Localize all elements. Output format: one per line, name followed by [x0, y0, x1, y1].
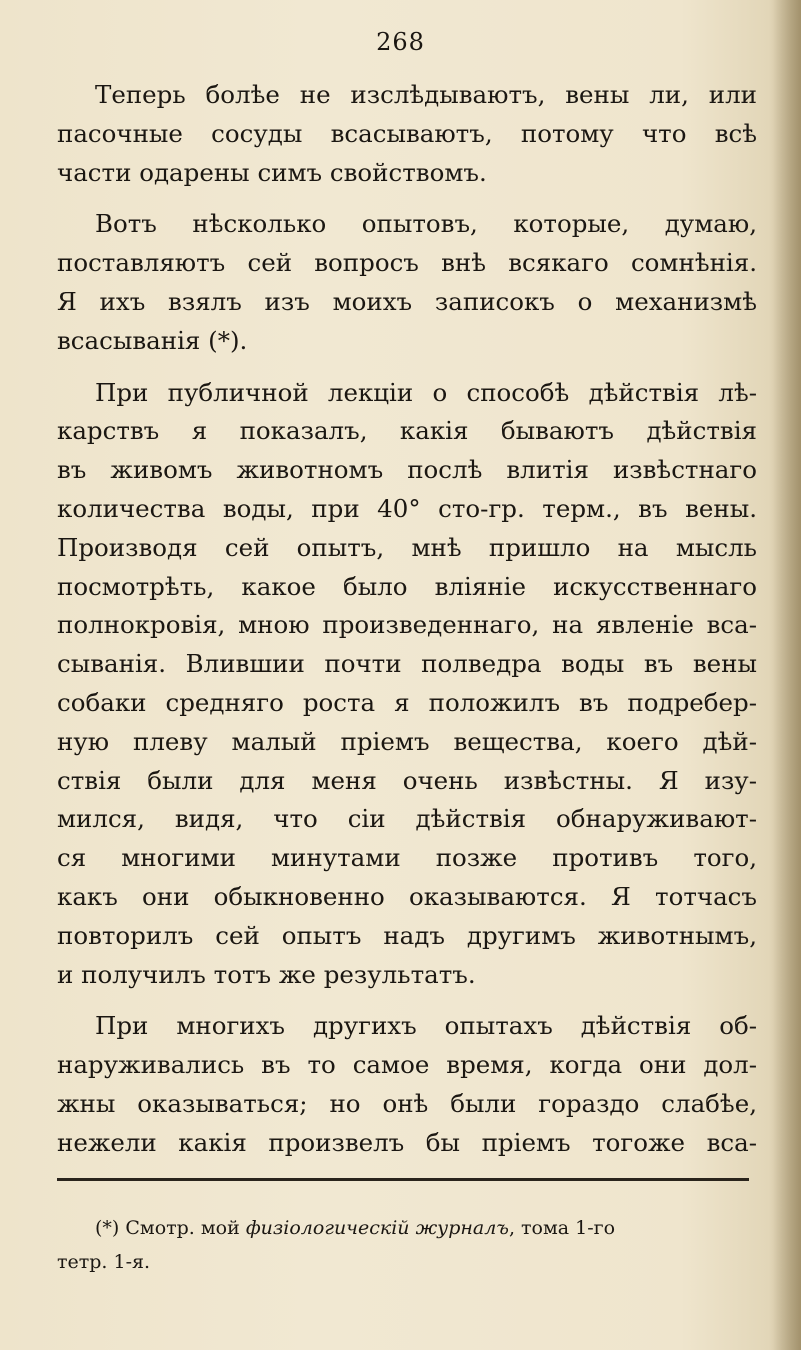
text-line: ствія были для меня очень извѣстны. Я изу-	[57, 765, 757, 795]
text-line: Производя сей опытъ, мнѣ пришло на мысль	[57, 532, 757, 562]
text-line: собаки средняго роста я положилъ въ подребер-	[57, 687, 757, 717]
footnote-line	[57, 1211, 757, 1245]
paragraph	[57, 1007, 757, 1162]
text-line: поставляютъ сей вопросъ внѣ всякаго сомнѣнія.	[57, 248, 757, 278]
text-line: Теперь болѣе не изслѣдываютъ, вены ли, или	[95, 80, 757, 109]
text-line: нежели какія произвелъ бы пріемъ тогоже вса-	[57, 1127, 757, 1157]
footnote-divider	[57, 1178, 749, 1181]
page-number: 268	[376, 28, 425, 56]
text-line: пасочные сосуды всасываютъ, потому что всѣ	[57, 118, 757, 148]
paragraph	[57, 76, 757, 192]
body-text	[57, 76, 757, 1163]
text-line: ся многими минутами позже противъ того,	[57, 843, 757, 873]
text-line: При публичной лекціи о способѣ дѣйствія лѣ-	[95, 377, 757, 407]
paragraph	[57, 374, 757, 995]
text-line: ную плеву малый пріемъ вещества, коего дѣй-	[57, 726, 757, 756]
text-line: и получилъ тотъ же результатъ.	[57, 959, 476, 989]
text-line: посмотрѣть, какое было вліяніе искусственнаго	[57, 571, 757, 601]
text-line: карствъ я показалъ, какія бываютъ дѣйствія	[57, 416, 757, 446]
text-line: сыванія. Влившии почти полведра воды въ вены	[57, 649, 757, 679]
text-line: Вотъ нѣсколько опытовъ, которые, думаю,	[95, 209, 757, 239]
footnote-line-2: тетр. 1-я.	[57, 1251, 151, 1273]
text-line: повторилъ сей опытъ надъ другимъ животнымъ,	[57, 920, 757, 950]
footnote-suffix: , тома 1-го	[508, 1217, 616, 1239]
text-line: При многихъ другихъ опытахъ дѣйствія об-	[95, 1011, 757, 1041]
text-line: какъ они обыкновенно оказываются. Я тотчасъ	[57, 881, 757, 911]
text-line: всасыванія (*).	[57, 325, 248, 355]
paragraph	[57, 205, 757, 360]
footnote	[57, 1211, 757, 1279]
text-line: части одарены симъ свойствомъ.	[57, 157, 487, 187]
text-line: количества воды, при 40° сто-гр. терм., въ вены.	[57, 493, 757, 523]
footnote-prefix: Смотр. мой	[125, 1217, 240, 1239]
footnote-journal-title: физiологическiй журналъ	[245, 1217, 509, 1239]
text-line: наруживались въ то самое время, когда они дол-	[57, 1050, 757, 1080]
text-line: въ живомъ животномъ послѣ влитія извѣстнаго	[57, 455, 757, 485]
page-edge-shadow	[773, 0, 801, 1350]
text-line: полнокровія, мною произведеннаго, на явленіе вса-	[57, 610, 757, 640]
text-line: Я ихъ взялъ изъ моихъ записокъ о механизмѣ	[57, 286, 757, 316]
text-line: мился, видя, что сіи дѣйствія обнаруживают-	[57, 804, 757, 834]
footnote-marker: (*)	[95, 1217, 120, 1239]
text-line: жны оказываться; но онѣ были гораздо слабѣе,	[57, 1088, 757, 1118]
